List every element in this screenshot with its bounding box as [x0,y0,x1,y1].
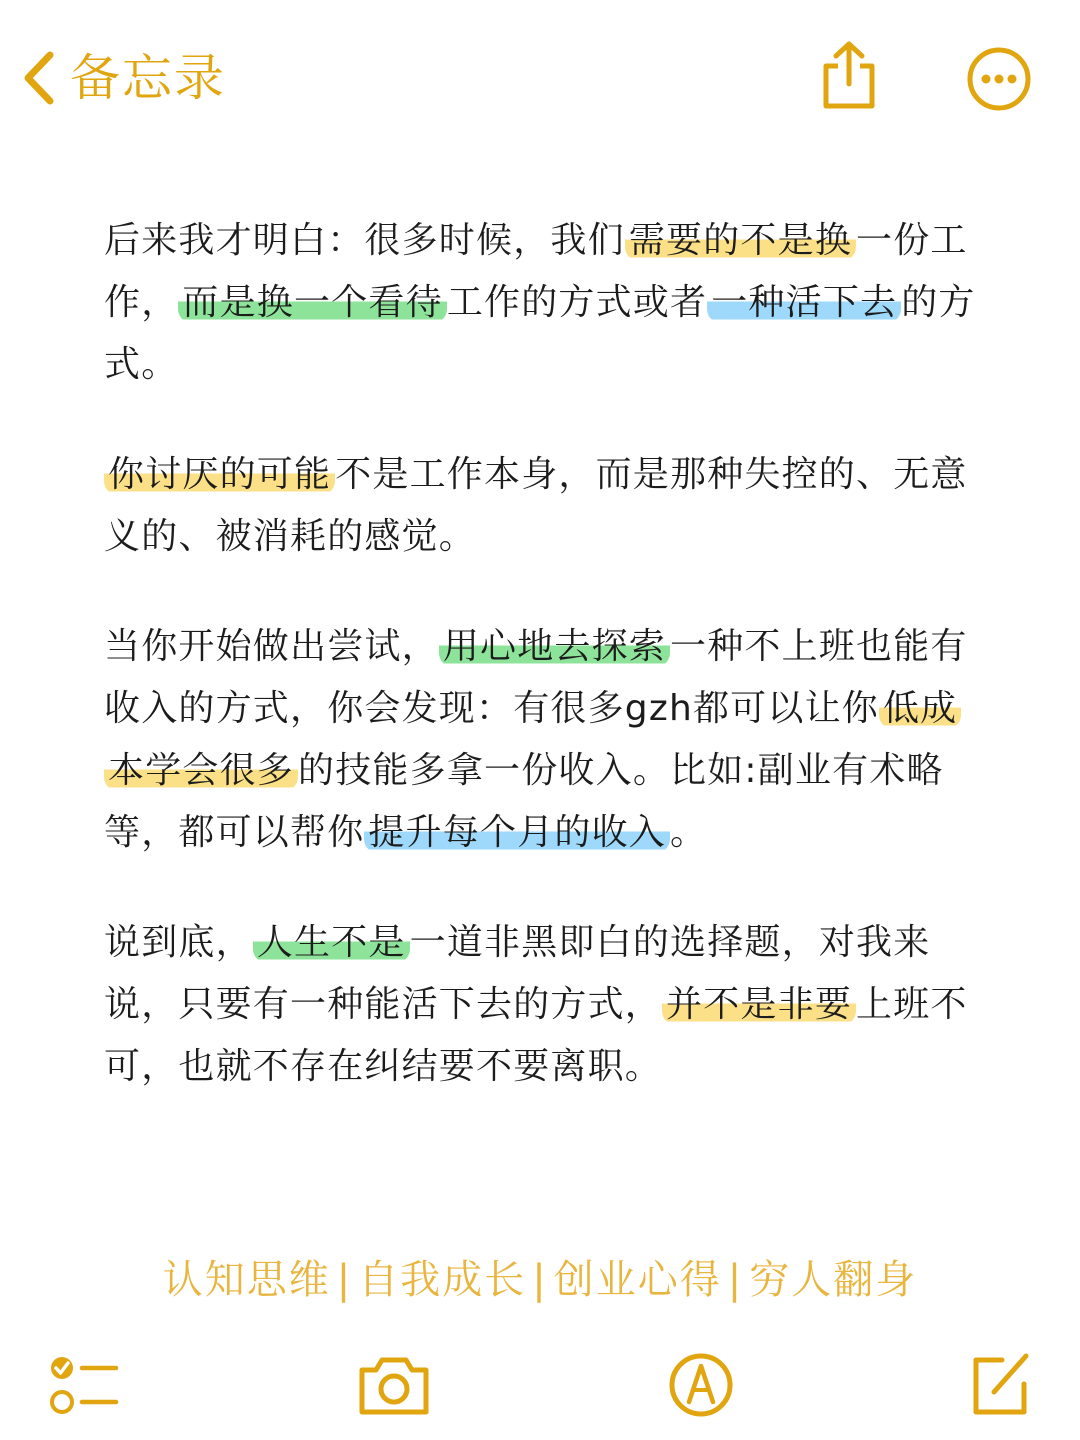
note-paragraph [104,912,984,1098]
highlighted-text-yellow: 需要的不是换 [625,220,856,261]
highlighted-text-yellow: 你讨厌的可能 [104,454,335,495]
note-text: 一种不上班也能有收入的方式，你会发现：有很多gzh都可以让你 [104,626,968,729]
highlighted-text-yellow: 低成本学会很多 [104,688,961,791]
share-icon [818,40,880,112]
note-text: 当你开始做出尝试， [104,626,439,667]
markup-button[interactable] [668,1352,734,1418]
tag-link[interactable]: 自我成长 [358,1257,527,1303]
note-text: 的方式。 [104,282,976,385]
tags-line [0,1248,1080,1305]
highlighted-text-blue: 一种活下去 [707,282,901,323]
tag-separator: | [532,1257,548,1303]
camera-icon [356,1354,432,1416]
compose-icon [968,1348,1034,1418]
note-text: 一道非黑即白的选择题，对我来说，只要有一种能活下去的方式， [104,922,931,1025]
note-text: 一份工作， [104,220,968,323]
highlighted-text-green: 而是换一个看待 [178,282,446,323]
tag-separator: | [336,1257,353,1303]
share-button[interactable] [818,40,880,112]
camera-button[interactable] [356,1354,432,1416]
checklist-icon [48,1352,120,1418]
chevron-left-icon [22,51,56,105]
markup-pen-icon [668,1352,734,1418]
tag-link[interactable]: 创业心得 [553,1257,722,1303]
more-ellipsis-icon [966,46,1032,112]
note-text: 工作的方式或者 [446,282,708,323]
back-button[interactable] [22,38,226,118]
highlighted-text-green: 用心地去探索 [439,626,670,667]
tag-link[interactable]: 穷人翻身 [749,1257,918,1303]
note-body[interactable] [104,210,984,1146]
note-text: 的技能多拿一份收入。比如:副业有术略等，都可以帮你 [104,750,944,853]
note-text: 。 [670,812,708,853]
note-text: 说到底， [104,922,253,963]
note-paragraph [104,444,984,568]
nav-bar [0,0,1080,150]
highlighted-text-yellow: 并不是非要 [662,984,856,1025]
note-paragraph [104,616,984,864]
note-paragraph [104,210,984,396]
bottom-toolbar [0,1340,1080,1440]
note-text: 不是工作本身，而是那种失控的、无意义的、被消耗的感觉。 [104,454,968,557]
back-label: 备忘录 [70,49,226,107]
more-button[interactable] [966,46,1032,112]
tag-separator: | [727,1257,744,1303]
note-text: 上班不可，也就不存在纠结要不要离职。 [104,984,968,1087]
note-text: 后来我才明白：很多时候，我们 [104,220,625,261]
highlighted-text-blue: 提升每个月的收入 [364,812,670,853]
checklist-button[interactable] [48,1352,120,1418]
highlighted-text-green: 人生不是 [253,922,410,963]
tag-link[interactable]: 认知思维 [162,1257,331,1303]
compose-button[interactable] [968,1348,1034,1418]
